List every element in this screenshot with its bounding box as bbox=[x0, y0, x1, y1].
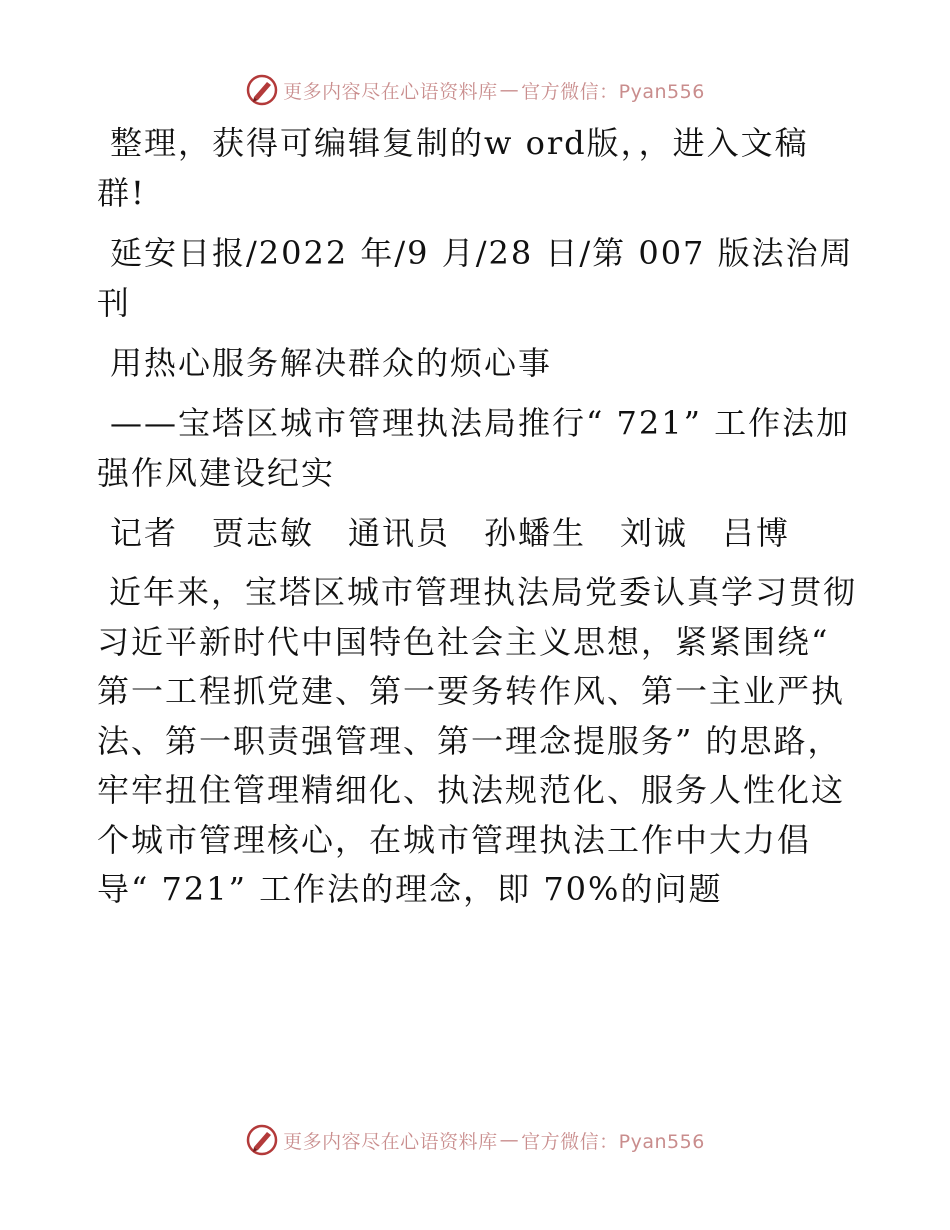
body-paragraph: 近年来，宝塔区城市管理执法局党委认真学习贯彻习近平新时代中国特色社会主义思想，紧紧围绕“ 第一工程抓党建、第一要务转作风、第一主业严执法、第一职责强管理、第一理念提服务” 的思路，牢牢扭住管理精细化、执法规范化、服务人性化这个城市管理核心，在城市管理执法工作中大力倡导“ 721” 工作法的理念，即 70%的问题 bbox=[97, 573, 858, 908]
watermark-text: 更多内容尽在心语资料库 bbox=[283, 1130, 498, 1153]
byline: 记者 贾志敏 通讯员 孙蟠生 刘诚 吕博 bbox=[110, 514, 791, 552]
pen-logo-icon bbox=[245, 73, 279, 107]
watermark-wechat: 官方微信：Pyan556 bbox=[521, 1130, 705, 1153]
intro-paragraph: 整理，获得可编辑复制的w ord版，，进入文稿群! bbox=[97, 124, 809, 212]
header-watermark bbox=[0, 70, 950, 110]
watermark-wechat: 官方微信：Pyan556 bbox=[521, 80, 705, 103]
pen-logo-icon bbox=[245, 1123, 279, 1157]
source-line: 延安日报/2022 年/9 月/28 日/第 007 版法治周刊 bbox=[97, 234, 854, 322]
subheadline: ——宝塔区城市管理执法局推行“ 721” 工作法加强作风建设纪实 bbox=[97, 404, 851, 492]
watermark-separator: — bbox=[499, 1129, 520, 1151]
headline: 用热心服务解决群众的烦心事 bbox=[110, 344, 553, 382]
document-body bbox=[97, 118, 857, 925]
watermark-text: 更多内容尽在心语资料库 bbox=[283, 80, 498, 103]
footer-watermark bbox=[0, 1120, 950, 1160]
watermark-separator: — bbox=[499, 79, 520, 101]
